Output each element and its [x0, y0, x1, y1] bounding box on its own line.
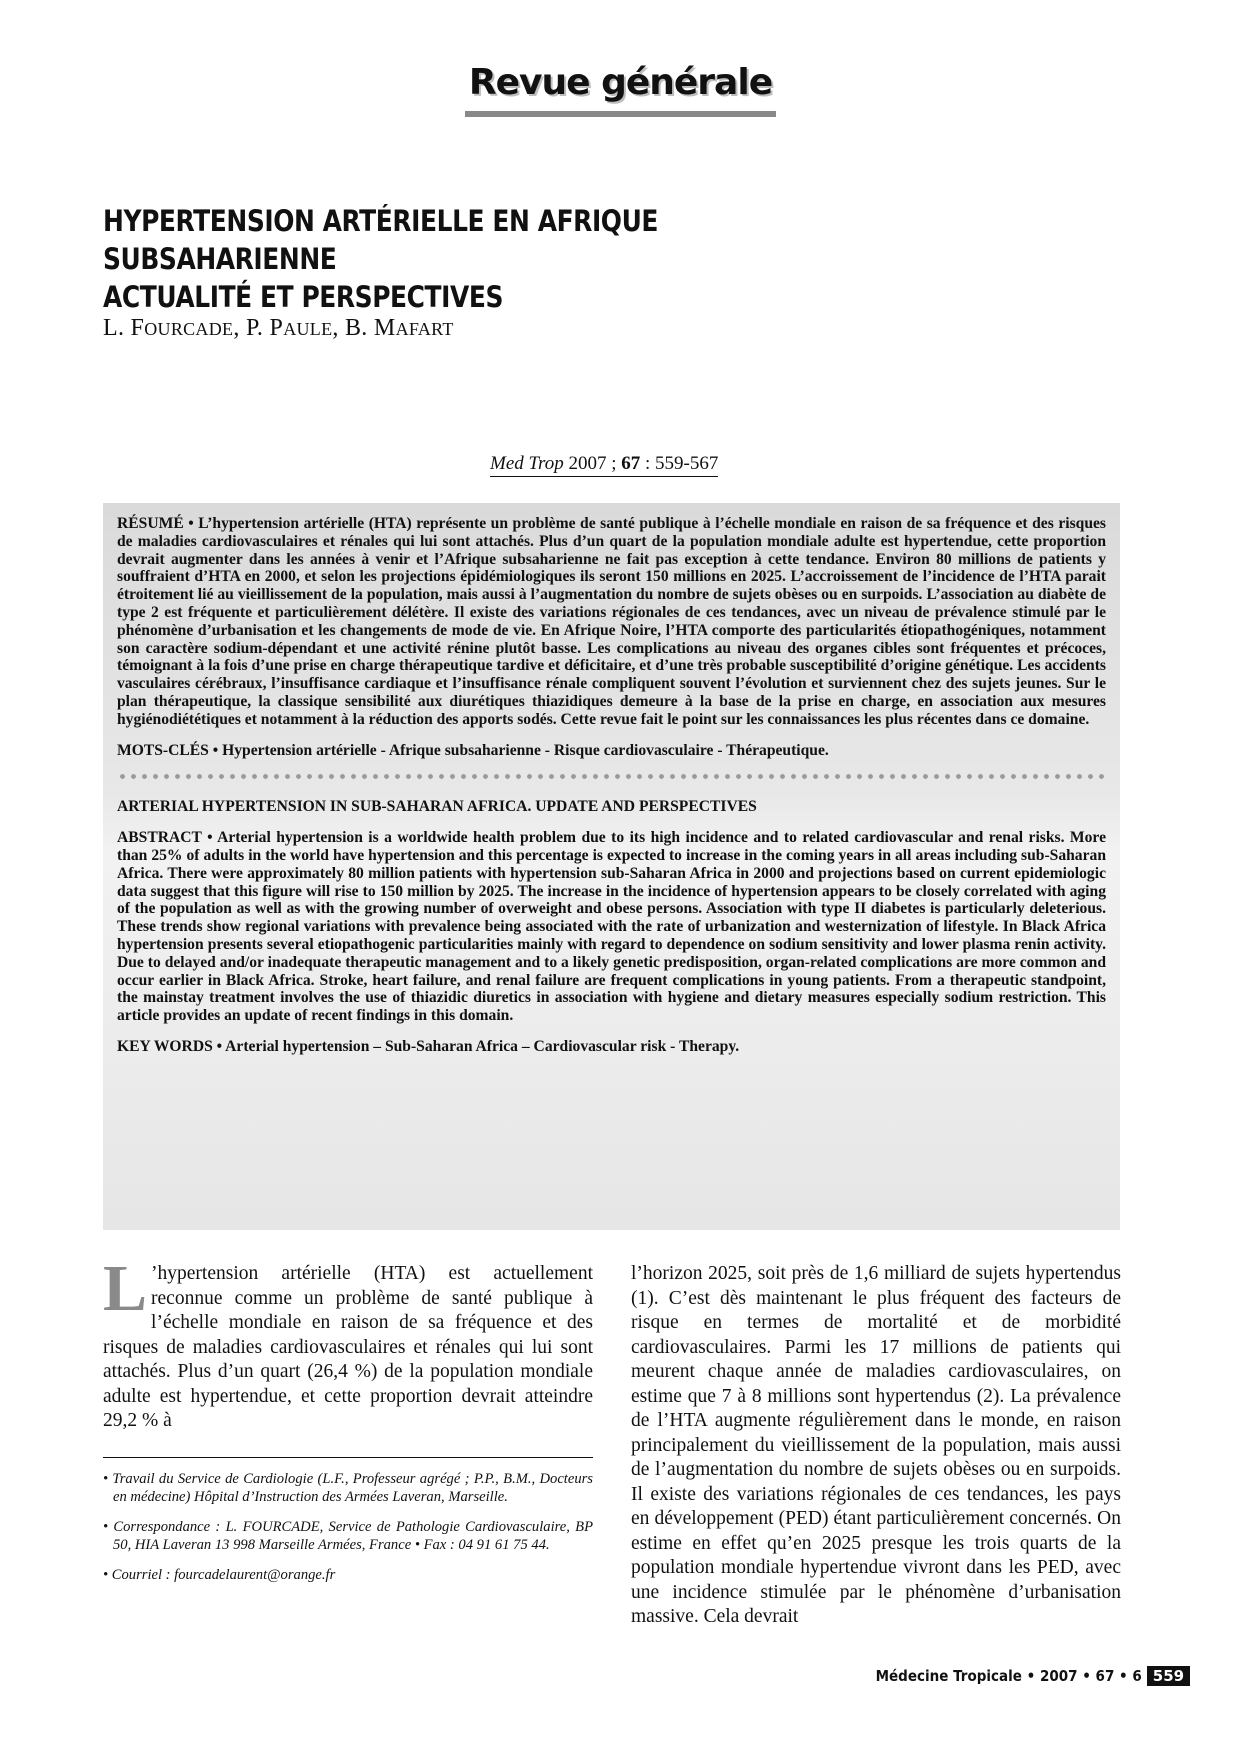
english-abstract: ABSTRACT • Arterial hypertension is a worldwide health problem due to its high incidence and to related cardiovascular and renal risks. More than 25% of adults in the world have hypertension and this percentage is expected to increase in the coming years in all areas including sub-Saharan Africa. There were approximately 80 million patients with hypertension sub-Saharan Africa in 2000 and projections based on current epidemiologic data suggest that this figure will rise to 150 million by 2025. The increase in the incidence of hypertension appears to be closely correlated with aging of the population as well as with the growing number of overweight and obese persons. Association with type II diabetes is particularly deleterious. These trends show regional variations with prevalence being associated with the rate of urbanization and westernization of lifestyle. In Black Africa hypertension presents several etiopathogenic particularities mainly with regard to dependence on sodium sensitivity and lower plasma renin activity. Due to delayed and/or inadequate therapeutic management and to a likely genetic predisposition, organ-related complications are more common and occur earlier in Black Africa. Stroke, heart failure, and renal failure are frequent complications in young patients. From a therapeutic standpoint, the mainstay treatment involves the use of thiazidic diuretics in association with hygiene and dietary measures especially sodium restriction. This article provides an update of recent findings in this domain.: [117, 829, 1106, 1025]
footnote: • Travail du Service de Cardiologie (L.F., Professeur agrégé ; P.P., B.M., Docteurs en médecine) Hôpital d’Instruction des Armées Laveran, Marseille.: [103, 1471, 593, 1505]
author: L. FOURCADE,: [103, 315, 246, 341]
body-text-right: l’horizon 2025, soit près de 1,6 milliard de sujets hypertendus (1). C’est dès maintenant le plus fréquent des facteurs de risque en termes de mortalité et de morbidité cardiovasculaires. Parmi les 17 millions de patients qui meurent chaque année de maladies cardiovasculaires, on estime que 7 à 8 millions sont hypertendus (2). La prévalence de l’HTA augmente régulièrement dans le monde, en raison principalement du vieillissement de la population, mais aussi de l’augmentation du nombre de sujets obèses ou en surpoids. Il existe des variations régionales de ces tendances, les pays en développement (PED) étant particulièrement concernés. On estime en effet qu’en 2025 presque les trois quarts de la population mondiale hypertendue vivront dans les PED, avec une incidence stimulée par le phénomène d’urbanisation massive. Cela devrait: [631, 1263, 1121, 1627]
english-title: ARTERIAL HYPERTENSION IN SUB-SAHARAN AFRICA. UPDATE AND PERSPECTIVES: [117, 798, 757, 816]
citation-pages: : 559-567: [640, 453, 719, 474]
page-number: 559: [1147, 1666, 1190, 1686]
abstract-box: [103, 503, 1120, 1230]
section-header: [0, 62, 1241, 117]
citation-volume: 67: [621, 453, 641, 474]
footer-journal: Médecine Tropicale • 2007 • 67 • 6: [875, 1667, 1142, 1685]
drop-cap: L: [103, 1252, 148, 1325]
footnote-rule: [103, 1457, 593, 1458]
body-text-left: ’hypertension artérielle (HTA) est actuellement reconnue comme un problème de santé publique à l’échelle mondiale en raison de sa fréquence et des risques de maladies cardiovasculaires et rénales qui lui sont attachés. Plus d’un quart (26,4 %) de la population mondiale adulte est hypertendue, et cette proportion devrait atteindre 29,2 % à: [103, 1263, 593, 1431]
resume-text: RÉSUMÉ • L’hypertension artérielle (HTA) représente un problème de santé publique à l’échelle mondiale en raison de sa fréquence et des risques de maladies cardiovasculaires et rénales qui lui sont attachés. Plus d’un quart de la population mondiale adulte est hypertendue, cette proportion devrait augmenter dans les années à venir et l’Afrique subsaharienne ne fait pas exception à cette tendance. Environ 80 millions de patients y souffraient d’HTA en 2000, et selon les projections épidémiologiques ils seront 150 millions en 2025. L’accroissement de l’incidence de l’HTA parait étroitement lié au vieillissement de la population, mais aussi à l’augmentation du nombre de sujets obèses ou en surpoids. L’association au diabète de type 2 est fréquente et particulièrement délétère. Il existe des variations régionales de ces tendances, avec un niveau de prévalence stimulé par le phénomène d’urbanisation et les changements de mode de vie. En Afrique Noire, l’HTA comporte des particularités étiopathogéniques, notamment son caractère sodium-dépendant et une activité rénine plutôt basse. Les complications au niveau des organes cibles sont fréquentes et précoces, témoignant à la fois d’une prise en charge thérapeutique tardive et déficitaire, et d’une très probable susceptibilité d’origine génétique. Les accidents vasculaires cérébraux, l’insuffisance cardiaque et l’insuffisance rénale compliquent souvent l’évolution et surviennent chez des sujets jeunes. Sur le plan thérapeutique, la classique sensibilité aux diurétiques thiazidiques demeure à la base de la prise en charge, en association aux mesures hygiénodiététiques et notamment à la réduction des apports sodés. Cette revue fait le point sur les connaissances les plus récentes dans ce domaine.: [117, 515, 1106, 728]
citation: [490, 453, 718, 477]
body-column-left: [103, 1252, 593, 1434]
citation-year: 2007 ;: [563, 453, 622, 474]
footnotes: [103, 1470, 593, 1596]
citation-journal: Med Trop: [490, 453, 564, 474]
english-keywords: KEY WORDS • Arterial hypertension – Sub-Saharan Africa – Cardiovascular risk - Therapy.: [117, 1037, 740, 1055]
footnote: • Courriel : fourcadelaurent@orange.fr: [103, 1567, 336, 1583]
article-title: [103, 202, 877, 316]
author-list: [103, 315, 454, 342]
author: P. PAULE,: [245, 315, 345, 341]
title-line-1: HYPERTENSION ARTÉRIELLE EN AFRIQUE SUBSAHARIENNE: [103, 204, 658, 276]
title-line-2: ACTUALITÉ ET PERSPECTIVES: [103, 280, 503, 314]
dotted-divider: [117, 773, 1106, 780]
page-footer: [846, 1666, 1190, 1686]
section-label: Revue générale: [465, 62, 776, 117]
resume-keywords: MOTS-CLÉS • Hypertension artérielle - Afrique subsaharienne - Risque cardiovasculaire - Thérapeutique.: [117, 741, 829, 759]
footnote: • Correspondance : L. FOURCADE, Service de Pathologie Cardiovasculaire, BP 50, HIA Laveran 13 998 Marseille Armées, France • Fax : 04 91 61 75 44.: [103, 1519, 593, 1553]
author: B. MAFART: [345, 315, 454, 341]
body-column-right: [631, 1262, 1121, 1630]
